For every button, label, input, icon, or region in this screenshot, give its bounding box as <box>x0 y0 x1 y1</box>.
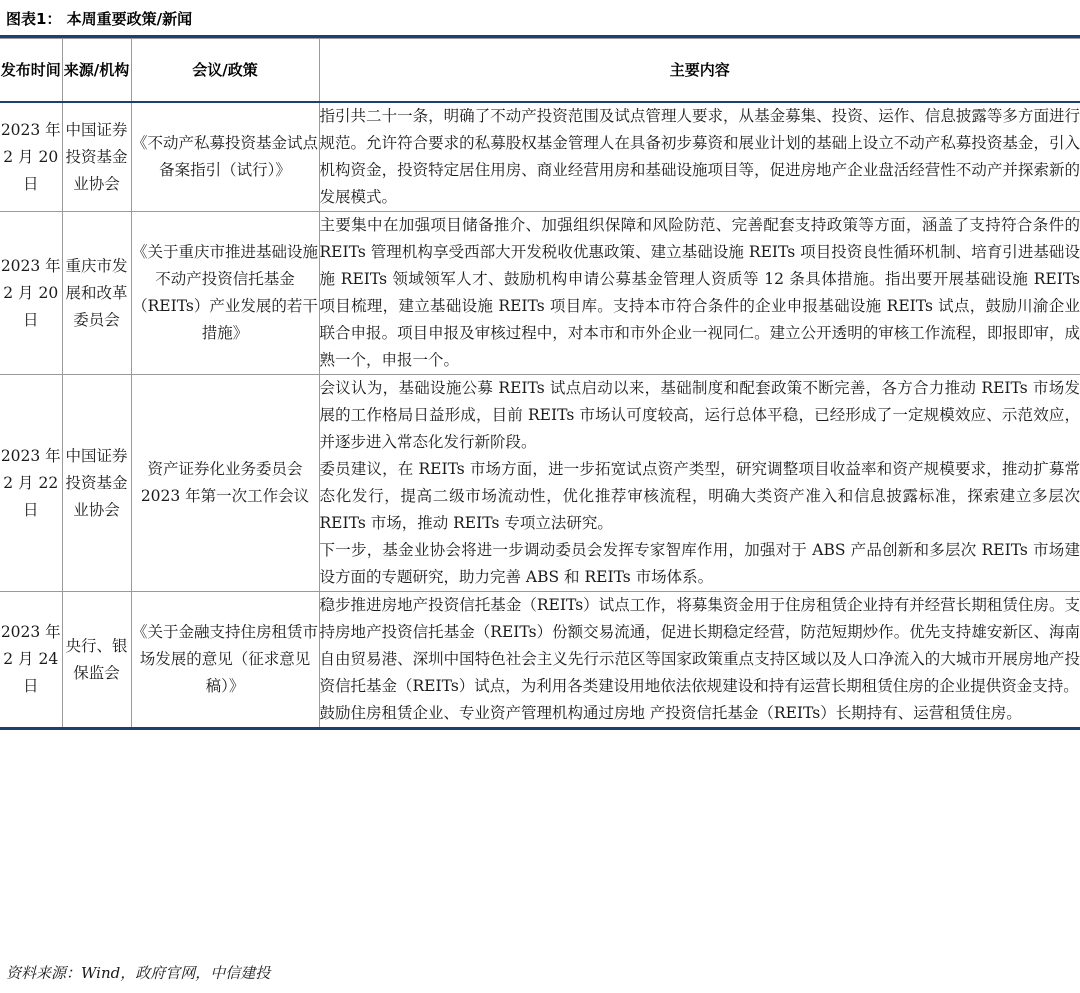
content-paragraph: 下一步，基金业协会将进一步调动委员会发挥专家智库作用，加强对于 ABS 产品创新和多层次 REITs 市场建设方面的专题研究，助力完善 ABS 和 REITs 市场体系。 <box>319 541 1080 586</box>
row-policy: 《关于金融支持住房租赁市场发展的意见（征求意见稿）》 <box>131 592 319 729</box>
row-content <box>319 592 1080 729</box>
row-date: 2023 年 2 月 20 日 <box>0 102 62 212</box>
row-source: 中国证券投资基金业协会 <box>62 375 131 592</box>
row-policy: 《不动产私募投资基金试点备案指引（试行）》 <box>131 102 319 212</box>
row-policy: 资产证券化业务委员会 2023 年第一次工作会议 <box>131 375 319 592</box>
table-row <box>0 212 1080 375</box>
header-source: 来源/机构 <box>62 39 131 103</box>
row-content <box>319 102 1080 212</box>
content-paragraph: 指引共二十一条，明确了不动产投资范围及试点管理人要求，从基金募集、投资、运作、信息披露等多方面进行规范。允许符合要求的私募股权基金管理人在具备初步募资和展业计划的基础上设立不动产私募投资基金，引入机构资金，投资特定居住用房、商业经营用房和基础设施项目等，促进房地产企业盘活经营性不动产并探索新的发展模式。 <box>319 107 1080 206</box>
table-row <box>0 592 1080 729</box>
header-content: 主要内容 <box>319 39 1080 103</box>
row-date: 2023 年 2 月 20 日 <box>0 212 62 375</box>
table-row <box>0 375 1080 592</box>
row-content <box>319 212 1080 375</box>
header-date: 发布时间 <box>0 39 62 103</box>
source-note: 资料来源：Wind，政府官网，中信建投 <box>6 964 271 982</box>
table-header-row <box>0 39 1080 103</box>
figure-caption: 图表1： 本周重要政策/新闻 <box>6 10 193 28</box>
policy-table <box>0 38 1080 730</box>
content-paragraph: 鼓励住房租赁企业、专业资产管理机构通过房地 产投资信托基金（REITs）长期持有、运营租赁住房。 <box>319 704 1022 722</box>
header-policy: 会议/政策 <box>131 39 319 103</box>
row-source: 中国证券投资基金业协会 <box>62 102 131 212</box>
row-source: 央行、银保监会 <box>62 592 131 729</box>
content-paragraph: 会议认为，基础设施公募 REITs 试点启动以来，基础制度和配套政策不断完善，各方合力推动 REITs 市场发展的工作格局日益形成，目前 REITs 市场认可度较高，运行总体平稳，已经形成了一定规模效应、示范效应，并逐步进入常态化发行新阶段。 <box>319 379 1080 451</box>
row-policy: 《关于重庆市推进基础设施不动产投资信托基金（REITs）产业发展的若干措施》 <box>131 212 319 375</box>
row-date: 2023 年 2 月 24 日 <box>0 592 62 729</box>
row-source: 重庆市发展和改革委员会 <box>62 212 131 375</box>
content-paragraph: 主要集中在加强项目储备推介、加强组织保障和风险防范、完善配套支持政策等方面，涵盖了支持符合条件的 REITs 管理机构享受西部大开发税收优惠政策、建立基础设施 REITs 项目投资良性循环机制、培育引进基础设施 REITs 领域领军人才、鼓励机构申请公募基金管理人资质等 12 条具体措施。指出要开展基础设施 REITs 项目梳理，建立基础设施 REITs 项目库。支持本市符合条件的企业申报基础设施 REITs 试点，鼓励川渝企业联合申报。项目申报及审核过程中，对本市和市外企业一视同仁。建立公开透明的审核工作流程，即报即审，成熟一个，申报一个。 <box>319 216 1080 369</box>
row-date: 2023 年 2 月 22 日 <box>0 375 62 592</box>
row-content <box>319 375 1080 592</box>
content-paragraph: 稳步推进房地产投资信托基金（REITs）试点工作，将募集资金用于住房租赁企业持有并经营长期租赁住房。支持房地产投资信托基金（REITs）份额交易流通，促进长期稳定经营，防范短期炒作。优先支持雄安新区、海南自由贸易港、深圳中国特色社会主义先行示范区等国家政策重点支持区域以及人口净流入的大城市开展房地产投资信托基金（REITs）试点，为利用各类建设用地依法依规建设和持有运营长期租赁住房的企业提供资金支持。 <box>319 596 1080 695</box>
content-paragraph: 委员建议，在 REITs 市场方面，进一步拓宽试点资产类型，研究调整项目收益率和资产规模要求，推动扩募常态化发行，提高二级市场流动性，优化推荐审核流程，明确大类资产准入和信息披露标准，探索建立多层次 REITs 市场，推动 REITs 专项立法研究。 <box>319 460 1080 532</box>
table-row <box>0 102 1080 212</box>
